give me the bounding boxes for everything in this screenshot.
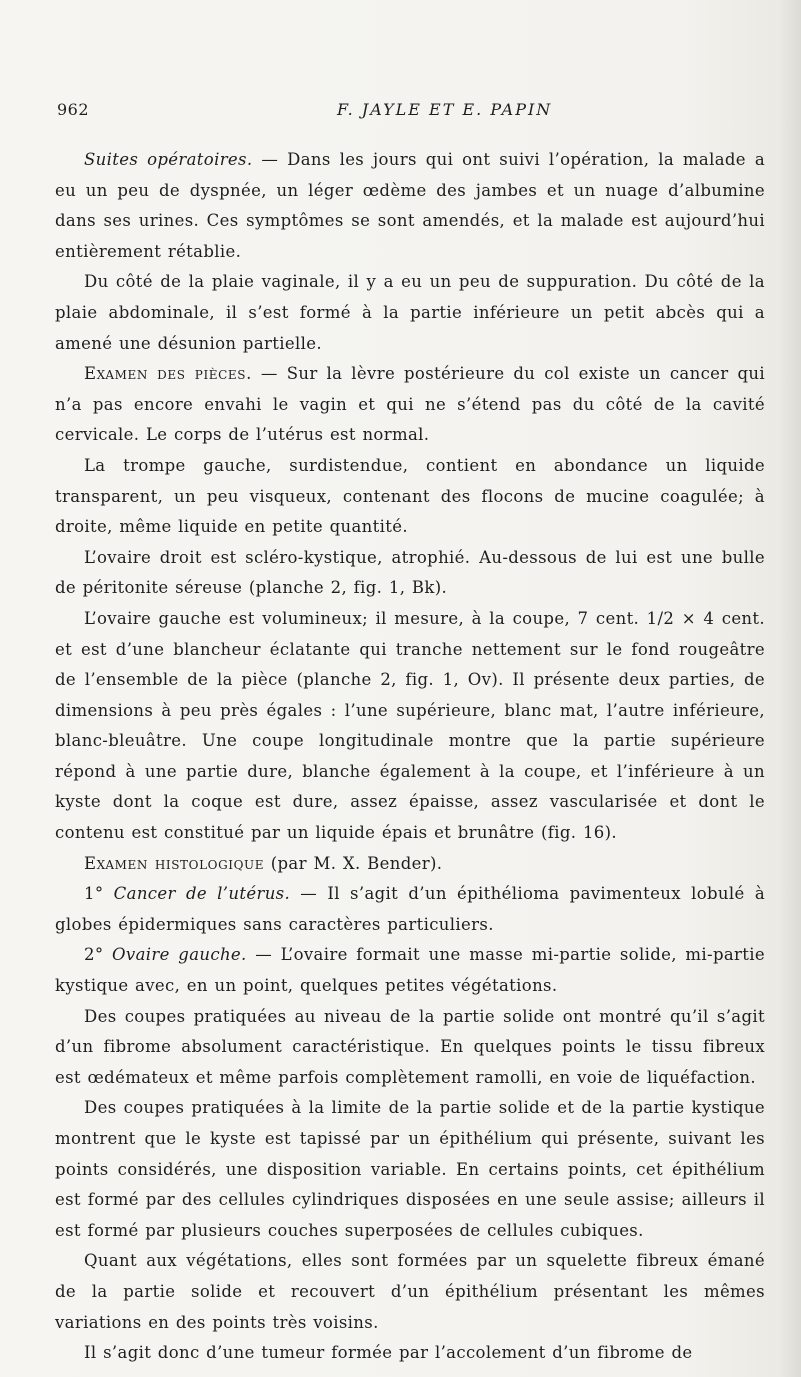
list-number: 1° — [84, 884, 114, 904]
paragraph — [55, 543, 765, 604]
paragraph — [55, 359, 765, 451]
paragraph-text: — L’ovaire formait une masse mi-partie solide, mi-partie kystique avec, en un point, quelques petites végétations. — [55, 945, 766, 996]
paragraph — [55, 1246, 765, 1338]
page-number: 962 — [57, 100, 90, 119]
running-head: F. JAYLE ET E. PAPIN — [337, 100, 553, 119]
paragraph-text: Il s’agit donc d’une tumeur formée par l’accolement d’un fibrome de — [84, 1343, 693, 1363]
paragraph — [55, 1093, 765, 1246]
paragraph-text: Du côté de la plaie vaginale, il y a eu un peu de suppuration. Du côté de la plaie abdominale, il s’est formé à la partie inférieure un petit abcès qui a amené une désunion partielle. — [55, 272, 765, 353]
section-lead: Cancer de l’utérus. — [113, 884, 291, 904]
section-heading: Examen histologique — [84, 853, 265, 873]
paragraph-text: Des coupes pratiquées au niveau de la partie solide ont montré qu’il s’agit d’un fibrome absolument caractéristique. En quelques points le tissu fibreux est œdémateux et même parfois complètement ramolli, en voie de liquéfaction. — [55, 1006, 765, 1087]
paragraph — [55, 145, 765, 267]
paragraph-text: L’ovaire gauche est volumineux; il mesure, à la coupe, 7 cent. 1/2 × 4 cent. et est d’une blancheur éclatante qui tranche nettement sur le fond rougeâtre de l’ensemble de la pièce (planche 2, fig. 1, Ov). Il présente deux parties, de dimensions à peu près égales : l’une supérieure, blanc mat, l’autre inférieure, blanc-bleuâtre. Une coupe longitudinale montre que la partie supérieure répond à une partie dure, blanche également à la coupe, et l’inférieure à un kyste dont la coque est dure, assez épaisse, assez vascularisée et dont le contenu est constitué par un liquide épais et brunâtre (fig. 16). — [55, 608, 765, 843]
paragraph — [55, 1002, 765, 1094]
paragraph-text: — Il s’agit d’un épithélioma pavimenteux lobulé à globes épidermiques sans caractères particuliers. — [55, 884, 766, 934]
page-header — [57, 100, 757, 126]
section-heading: Examen des pièces. — [84, 364, 252, 384]
paragraph-text: (par M. X. Bender). — [264, 853, 443, 873]
paragraph-text: — Dans les jours qui ont suivi l’opération, la malade a eu un peu de dyspnée, un léger œdème des jambes et un nuage d’albumine dans ses urines. Ces symptômes se sont amendés, et la malade est aujourd’hui entièrement rétablie. — [55, 150, 766, 261]
paragraph — [55, 604, 765, 849]
paragraph — [55, 879, 765, 940]
page-edge-shadow — [779, 0, 801, 1377]
section-lead: Ovaire gauche. — [112, 945, 247, 965]
body-text — [55, 145, 765, 1369]
section-lead: Suites opératoires. — [84, 150, 253, 169]
paragraph-text: Quant aux végétations, elles sont formées par un squelette fibreux émané de la partie solide et recouvert d’un épithélium présentant les mêmes variations en des points très voisins. — [55, 1251, 765, 1332]
list-number: 2° — [84, 945, 113, 965]
paragraph-text: — Sur la lèvre postérieure du col existe un cancer qui n’a pas encore envahi le vagin et qui ne s’étend pas du côté de la cavité cervicale. Le corps de l’utérus est normal. — [55, 364, 765, 445]
paragraph — [55, 267, 765, 359]
paragraph — [55, 1338, 765, 1369]
paragraph — [55, 451, 765, 543]
paragraph — [55, 940, 765, 1001]
paragraph-text: L’ovaire droit est scléro-kystique, atrophié. Au-dessous de lui est une bulle de péritonite séreuse (planche 2, fig. 1, Bk). — [55, 547, 765, 598]
paragraph-text: Des coupes pratiquées à la limite de la partie solide et de la partie kystique montrent que le kyste est tapissé par un épithélium qui présente, suivant les points considérés, une disposition variable. En certains points, cet épithélium est formé par des cellules cylindriques disposées en une seule assise; ailleurs il est formé par plusieurs couches superposées de cellules cubiques. — [55, 1098, 765, 1240]
paragraph — [55, 849, 765, 880]
paragraph-text: La trompe gauche, surdistendue, contient en abondance un liquide transparent, un peu visqueux, contenant des flocons de mucine coagulée; à droite, même liquide en petite quantité. — [55, 455, 765, 537]
